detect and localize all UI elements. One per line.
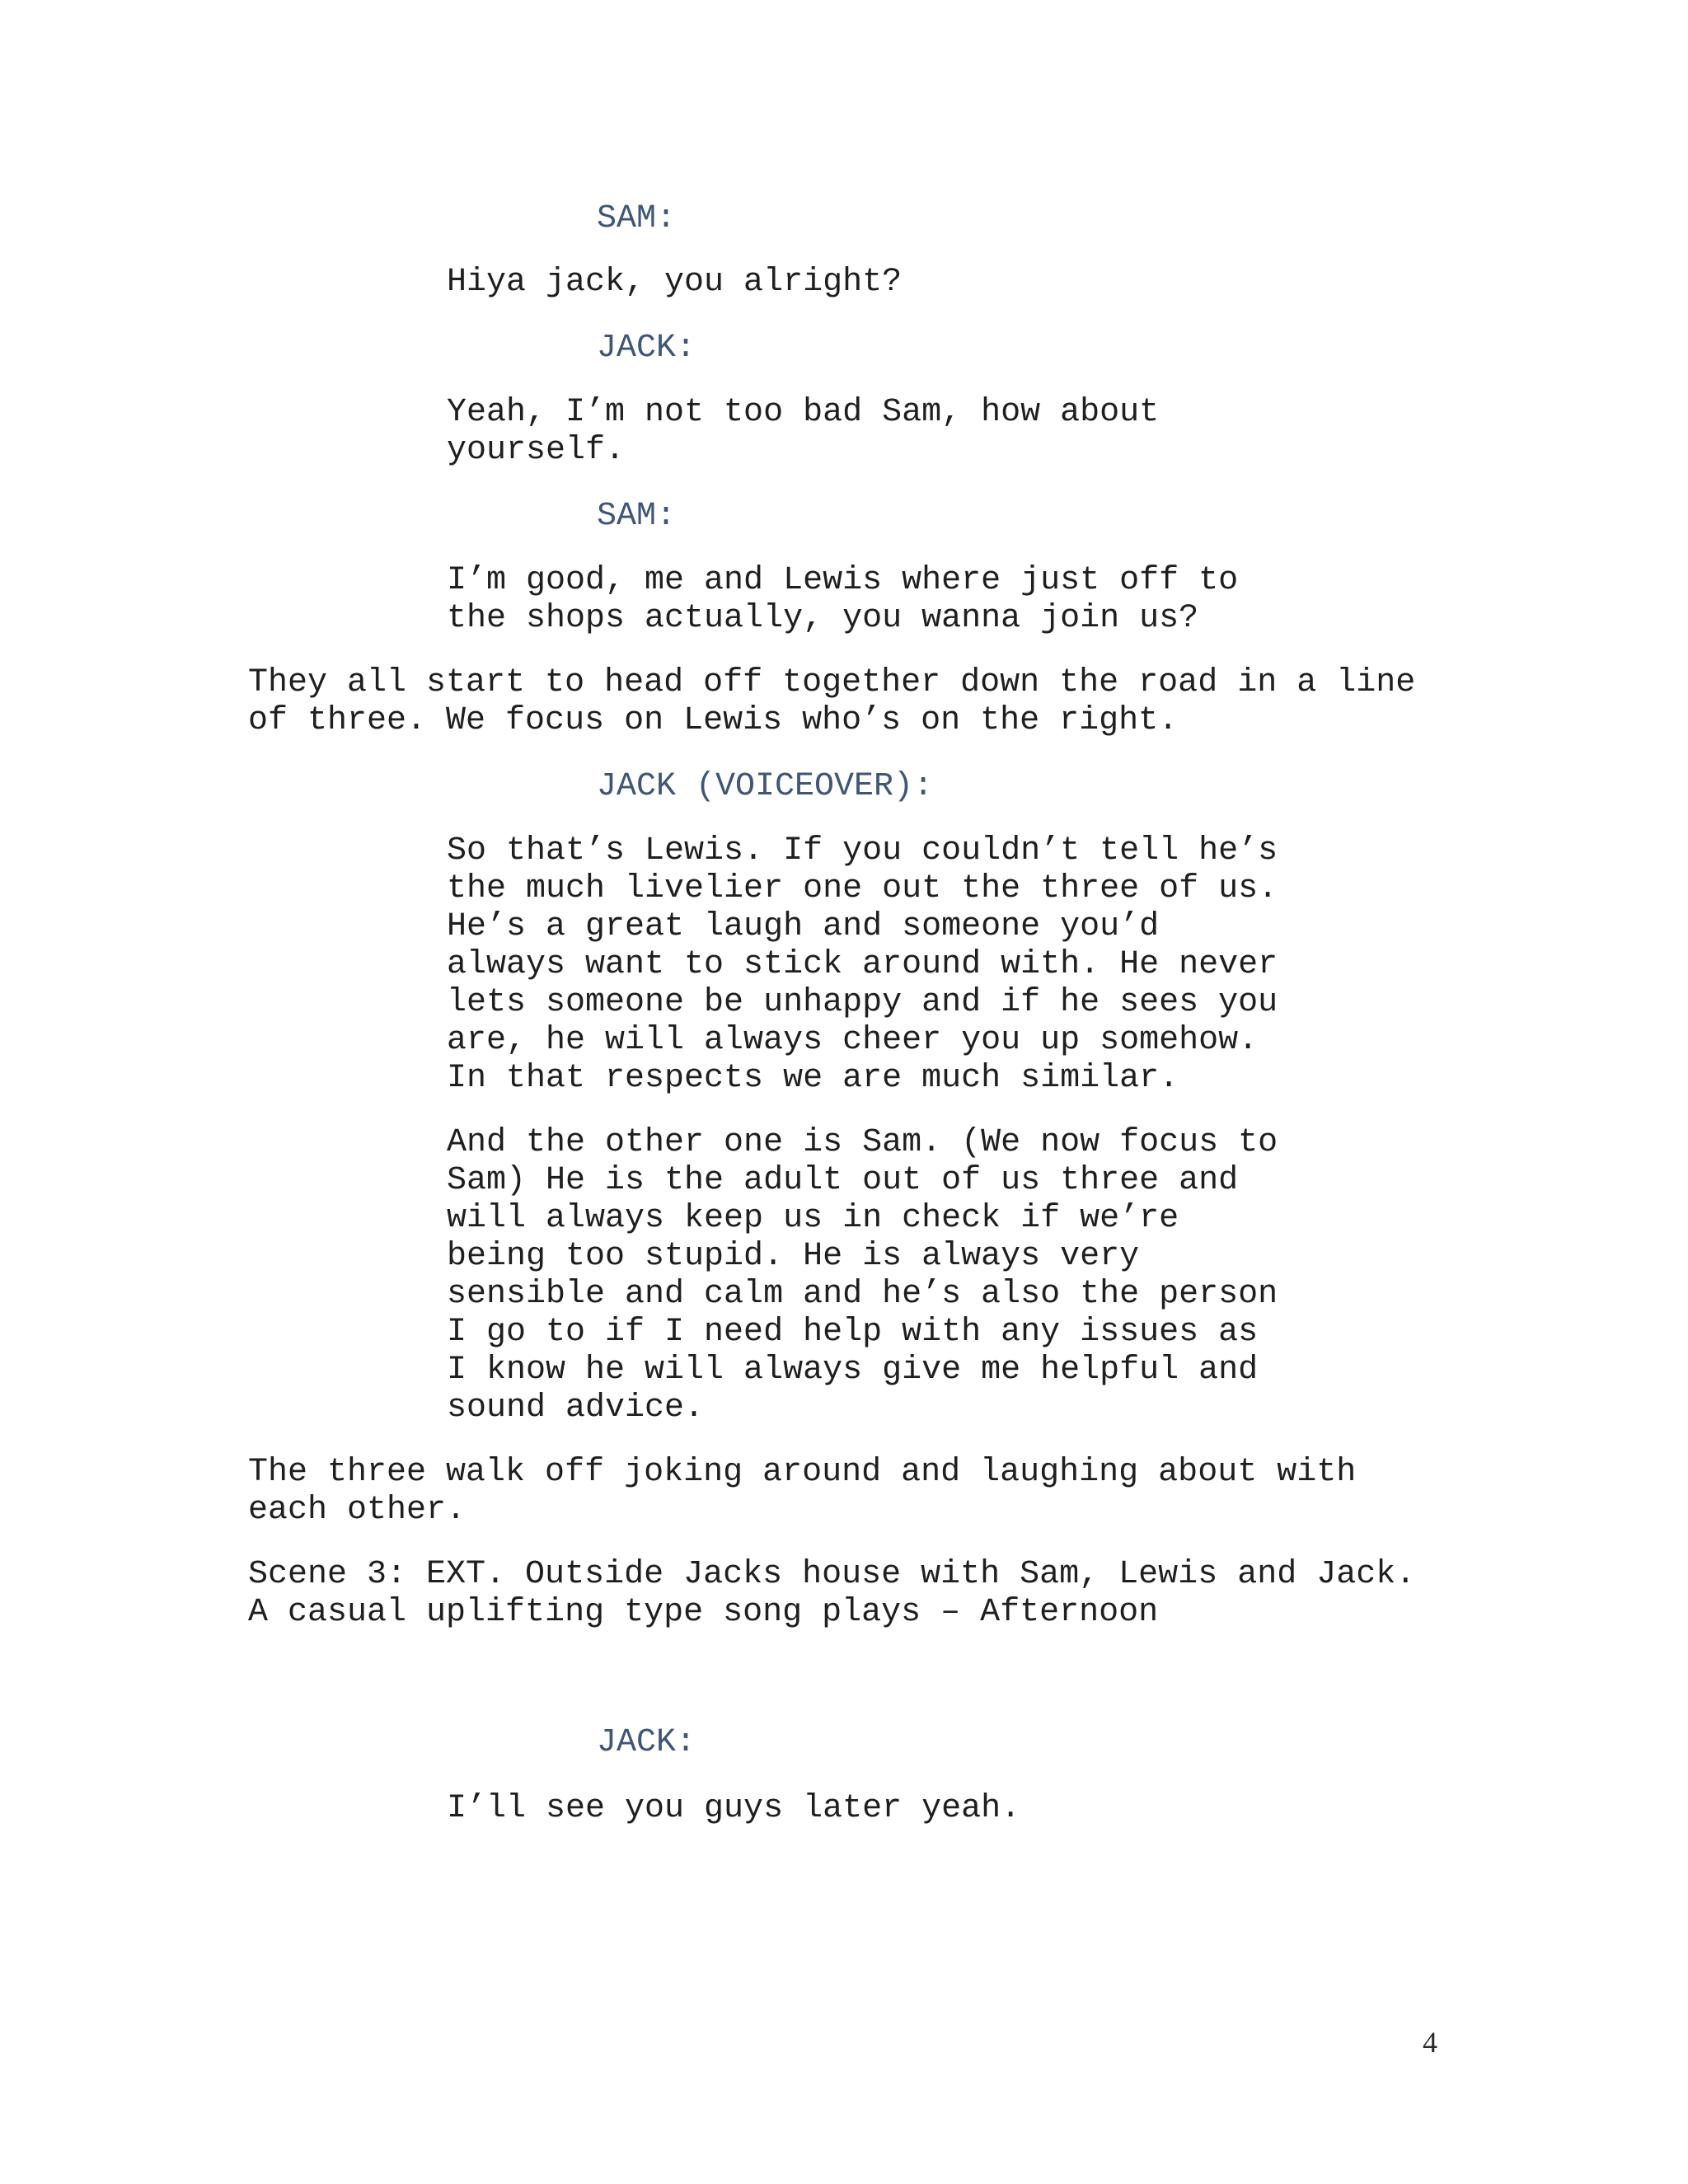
character-cue: JACK:: [597, 330, 696, 367]
scene-heading-line: Scene 3: EXT. Outside Jacks house with Sam, Lewis and Jack.: [248, 1556, 1416, 1593]
dialogue-line: I’m good, me and Lewis where just off to: [447, 562, 1239, 599]
dialogue-line: always want to stick around with. He never: [447, 946, 1278, 983]
dialogue-line: Yeah, I’m not too bad Sam, how about: [447, 394, 1160, 431]
dialogue-line: sound advice.: [447, 1390, 705, 1427]
dialogue-line: I know he will always give me helpful and: [447, 1352, 1259, 1389]
dialogue-line: being too stupid. He is always very: [447, 1238, 1140, 1275]
dialogue-line: He’s a great laugh and someone you’d: [447, 908, 1160, 945]
character-cue: JACK:: [597, 1724, 696, 1761]
character-cue: SAM:: [597, 498, 677, 535]
dialogue-line: sensible and calm and he’s also the person: [447, 1276, 1278, 1313]
character-cue: JACK (VOICEOVER):: [597, 768, 934, 805]
action-line: each other.: [248, 1492, 467, 1529]
dialogue-line: So that’s Lewis. If you couldn’t tell he’s: [447, 832, 1278, 869]
dialogue-line: I’ll see you guys later yeah.: [447, 1790, 1021, 1827]
action-line: They all start to head off together down the road in a line: [248, 664, 1416, 701]
dialogue-line: Hiya jack, you alright?: [447, 264, 903, 301]
character-cue: SAM:: [597, 200, 677, 237]
dialogue-line: the shops actually, you wanna join us?: [447, 600, 1199, 637]
dialogue-line: are, he will always cheer you up somehow.: [447, 1022, 1259, 1059]
dialogue-line: And the other one is Sam. (We now focus to: [447, 1124, 1278, 1161]
dialogue-line: will always keep us in check if we’re: [447, 1200, 1179, 1237]
dialogue-line: I go to if I need help with any issues as: [447, 1314, 1259, 1351]
dialogue-line: the much livelier one out the three of us.: [447, 870, 1278, 907]
action-line: The three walk off joking around and laughing about with: [248, 1454, 1357, 1491]
action-line: of three. We focus on Lewis who’s on the right.: [248, 702, 1179, 739]
scene-heading-line: A casual uplifting type song plays – Afternoon: [248, 1594, 1159, 1631]
dialogue-line: lets someone be unhappy and if he sees you: [447, 984, 1278, 1021]
dialogue-line: Sam) He is the adult out of us three and: [447, 1162, 1239, 1199]
dialogue-line: In that respects we are much similar.: [447, 1060, 1179, 1097]
dialogue-line: yourself.: [447, 432, 626, 469]
page-number: 4: [1423, 2026, 1437, 2059]
